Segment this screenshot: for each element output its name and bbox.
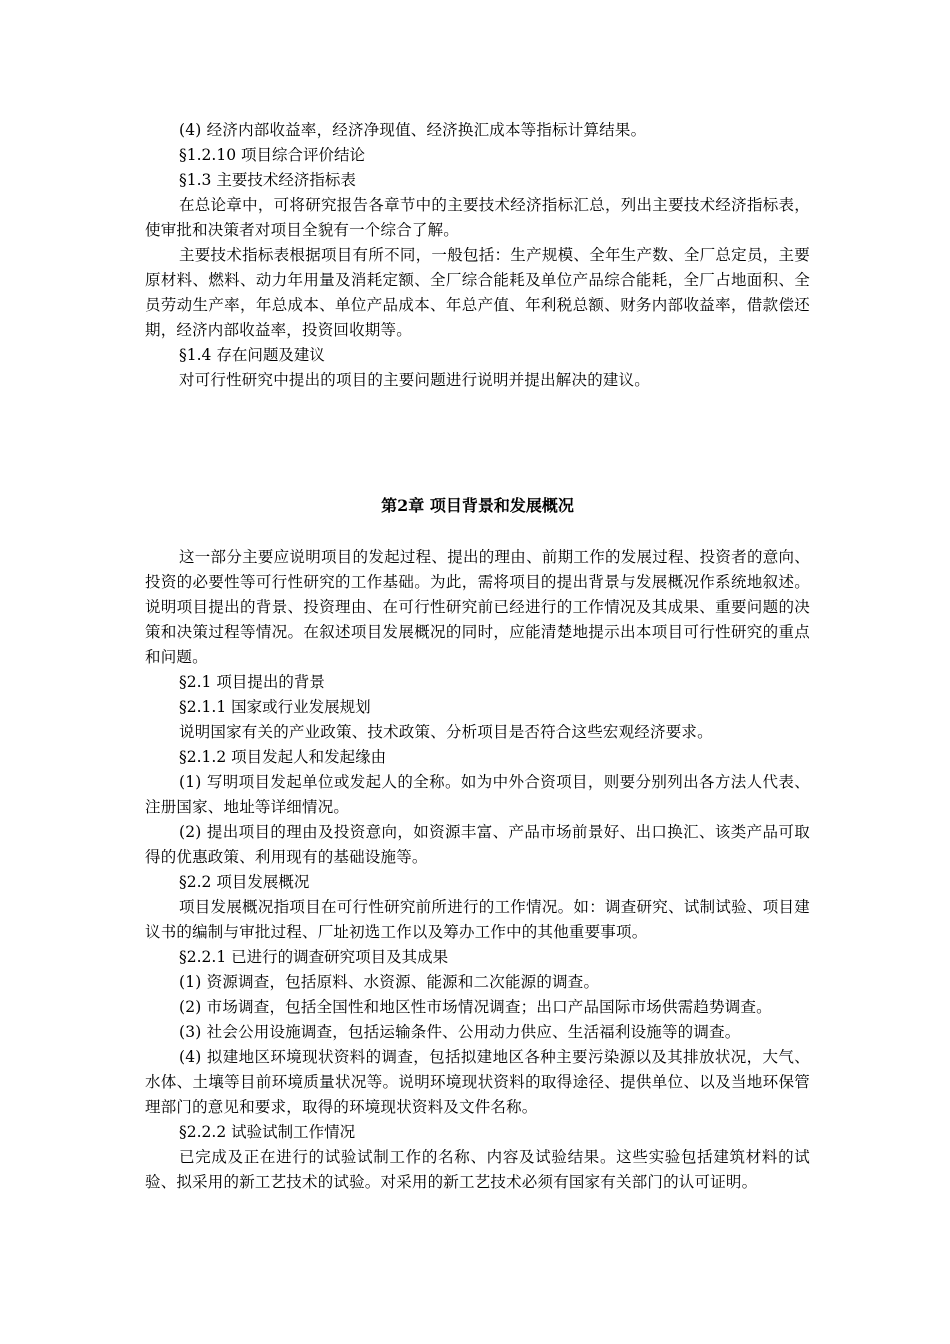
heading-1-2-10: §1.2.10 项目综合评价结论 <box>179 146 365 164</box>
paragraph-2-1-2-1: (1) 写明项目发起单位或发起人的全称。如为中外合资项目，则要分别列出各方法人代表、注册国家、地址等详细情况。 <box>145 773 810 816</box>
paragraph-2-2-2: 已完成及正在进行的试验试制工作的名称、内容及试验结果。这些实验包括建筑材料的试验、拟采用的新工艺技术的试验。对采用的新工艺技术必须有国家有关部门的认可证明。 <box>145 1148 810 1191</box>
paragraph-2-2-1-2: (2) 市场调查，包括全国性和地区性市场情况调查；出口产品国际市场供需趋势调查。 <box>179 998 772 1016</box>
heading-2-2-2: §2.2.2 试验试制工作情况 <box>179 1123 356 1141</box>
heading-1-4: §1.4 存在问题及建议 <box>179 346 325 364</box>
paragraph-2-2-1-1: (1) 资源调查，包括原料、水资源、能源和二次能源的调查。 <box>179 973 600 991</box>
spacer <box>145 518 810 545</box>
heading-1-3: §1.3 主要技术经济指标表 <box>179 171 356 189</box>
document-page <box>145 118 810 1195</box>
heading-2-1: §2.1 项目提出的背景 <box>179 673 325 691</box>
heading-2-2-1: §2.2.1 已进行的调查研究项目及其成果 <box>179 948 449 966</box>
paragraph-2-2: 项目发展概况指项目在可行性研究前所进行的工作情况。如：调查研究、试制试验、项目建议书的编制与审批过程、厂址初选工作以及筹办工作中的其他重要事项。 <box>145 898 810 941</box>
paragraph-2-2-1-3: (3) 社会公用设施调查，包括运输条件、公用动力供应、生活福利设施等的调查。 <box>179 1023 741 1041</box>
heading-2-1-2: §2.1.2 项目发起人和发起缘由 <box>179 748 387 766</box>
paragraph-1-3-a: 在总论章中，可将研究报告各章节中的主要技术经济指标汇总，列出主要技术经济指标表，使审批和决策者对项目全貌有一个综合了解。 <box>145 196 810 239</box>
chapter-2-title: 第2章 项目背景和发展概况 <box>381 496 574 515</box>
paragraph-2-2-1-4: (4) 拟建地区环境现状资料的调查，包括拟建地区各种主要污染源以及其排放状况，大气、水体、土壤等目前环境质量状况等。说明环境现状资料的取得途径、提供单位、以及当地环保管理部门的意见和要求，取得的环境现状资料及文件名称。 <box>145 1048 810 1116</box>
spacer <box>145 393 810 493</box>
paragraph-1-4: 对可行性研究中提出的项目的主要问题进行说明并提出解决的建议。 <box>179 371 651 389</box>
paragraph-2-1-2-2: (2) 提出项目的理由及投资意向，如资源丰富、产品市场前景好、出口换汇、该类产品可取得的优惠政策、利用现有的基础设施等。 <box>145 823 810 866</box>
paragraph-1-3-b: 主要技术指标表根据项目有所不同，一般包括：生产规模、全年生产数、全厂总定员，主要原材料、燃料、动力年用量及消耗定额、全厂综合能耗及单位产品综合能耗，全厂占地面积、全员劳动生产率，年总成本、单位产品成本、年总产值、年利税总额、财务内部收益率，借款偿还期，经济内部收益率，投资回收期等。 <box>145 246 810 339</box>
heading-2-1-1: §2.1.1 国家或行业发展规划 <box>179 698 371 716</box>
item-4-economic-indicators: (4) 经济内部收益率，经济净现值、经济换汇成本等指标计算结果。 <box>179 121 647 139</box>
chapter-2-intro: 这一部分主要应说明项目的发起过程、提出的理由、前期工作的发展过程、投资者的意向、投资的必要性等可行性研究的工作基础。为此，需将项目的提出背景与发展概况作系统地叙述。说明项目提出的背景、投资理由、在可行性研究前已经进行的工作情况及其成果、重要问题的决策和决策过程等情况。在叙述项目发展概况的同时，应能清楚地提示出本项目可行性研究的重点和问题。 <box>145 548 810 666</box>
heading-2-2: §2.2 项目发展概况 <box>179 873 310 891</box>
paragraph-2-1-1: 说明国家有关的产业政策、技术政策、分析项目是否符合这些宏观经济要求。 <box>179 723 713 741</box>
